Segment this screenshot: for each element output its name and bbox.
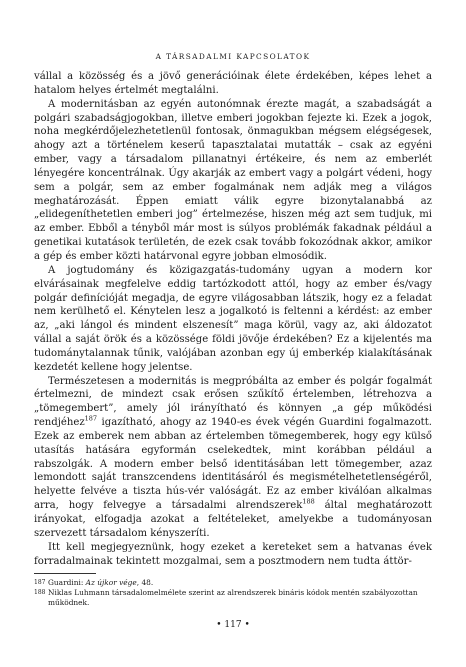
paragraph-text: által meghatározott irányokat, elfogadja azokat a feltételeket, amelyekbe a tudományosan szervezett társadalom kényszeríti.	[34, 500, 432, 539]
paragraph-text: A modernitásban az egyén autonómnak érezte magát, a szabadságát a polgári szabadságjogokban, illetve emberi jogokban fejezte ki. Ezek a jogok, noha megkérdőjelezhetetlenül fontosak, önmagukban mégsem elégségesek, ahogy azt a történelem keserű tapasztalatai mutatták – csak az egyéni ember, vagy a társadalom pillanatnyi értékeire, és nem az emberlét lényegére koncentrálnak. Úgy akarják az embert vagy a polgárt védeni, hogy sem a polgár, sem az ember fogalmának nem adják meg a világos meghatározását. Éppen emiatt válik egyre bizonytalanabbá az „elidegeníthetetlen emberi jog” értelmezése, hiszen még azt sem tudjuk, mi az ember. Ebből a tényből már most is súlyos problémák fakadnak például a genetikai kutatások területén, de ezek csak tovább fokozódnak akkor, amikor a gép és ember közti határvonal egyre jobban elmosódik.	[34, 98, 432, 262]
footnote-number: 188	[34, 589, 46, 596]
footnote-text	[48, 588, 432, 608]
paragraph	[34, 98, 432, 264]
paragraph-text: Itt kell megjegyeznünk, hogy ezeket a kereteket sem a hatvanas évek forradalmainak tekintett mozgalmai, sem a posztmodern nem tudta áttör-	[34, 541, 432, 567]
footnote	[34, 578, 432, 588]
footnote	[34, 588, 432, 608]
paragraph-text: igazítható, ahogy az 1940-es évek végén Guardini fogalmazott. Ezek az emberek nem abban az értelemben tömegemberek, hogy egy külső utasítás hatására egyformán cselekedtek, mint korábban például a rabszolgák. A modern ember belső identitásában lett tömegember, azaz lemondott saját transzcendens identitásáról és megismételhetetlenségéről, helyette felvéve a tiszta hús-vér valóságát. Ez az ember kiválóan alkalmas arra, hogy felvegye a társadalmi alrendszerek	[34, 417, 432, 512]
footnote-text	[48, 578, 153, 588]
paragraph	[34, 375, 432, 541]
footnote-number: 187	[34, 579, 46, 586]
paragraph	[34, 541, 432, 569]
footnote-ref[interactable]: 188	[302, 497, 315, 506]
footnote-list	[34, 578, 432, 608]
paragraph	[34, 264, 432, 375]
footnote-text-part: , 48.	[136, 578, 154, 587]
running-head: A TÁRSADALMI KAPCSOLATOK	[155, 52, 311, 61]
footnote-text-part: Niklas Luhmann társadalomelmélete szerint az alrendszerek bináris kódok mentén szabályozottan működnek.	[48, 588, 418, 607]
page-number: • 117 •	[216, 620, 250, 630]
footnote-rule	[34, 573, 96, 574]
footnote-title: Az újkor vége	[85, 578, 137, 587]
paragraph-text: A jogtudomány és közigazgatás-tudomány ugyan a modern kor elvárásainak megfelelve eddig tartózkodott attól, hogy az ember és/vagy polgár definícióját megadja, de egyre világosabban látszik, hogy ez a feladat nem kerülhető el. Kénytelen lesz a jogalkotó is feltenni a kérdést: az ember az, „aki lángol és mindent elszenesít” maga körül, vagy az, aki áldozatot vállal a saját örök és a közössége földi jövője érdekében? Ez a kijelentés ma tudománytalannak tűnik, valójában azonban egy új emberkép kialakításának kezdetét kellene hogy jelentse.	[34, 264, 432, 373]
footnote-ref[interactable]: 187	[84, 414, 98, 423]
paragraph	[34, 70, 432, 98]
paragraph-text: Természetesen a modernitás is megpróbálta az ember és polgár fogalmát értelmezni, de mindezt csak erősen szűkítő értelemben, létrehozva a „tömegembert”, amely jól irányítható és könnyen „a gép működési rendjéhez	[34, 375, 432, 429]
footnote-text-part: Guardini:	[48, 578, 86, 587]
paragraph-text: vállal a közösség és a jövő generációinak élete érdekében, képes lehet a hatalom helyes értelmét megtalálni.	[34, 71, 432, 96]
body-text	[34, 70, 432, 568]
footnotes	[34, 573, 432, 608]
